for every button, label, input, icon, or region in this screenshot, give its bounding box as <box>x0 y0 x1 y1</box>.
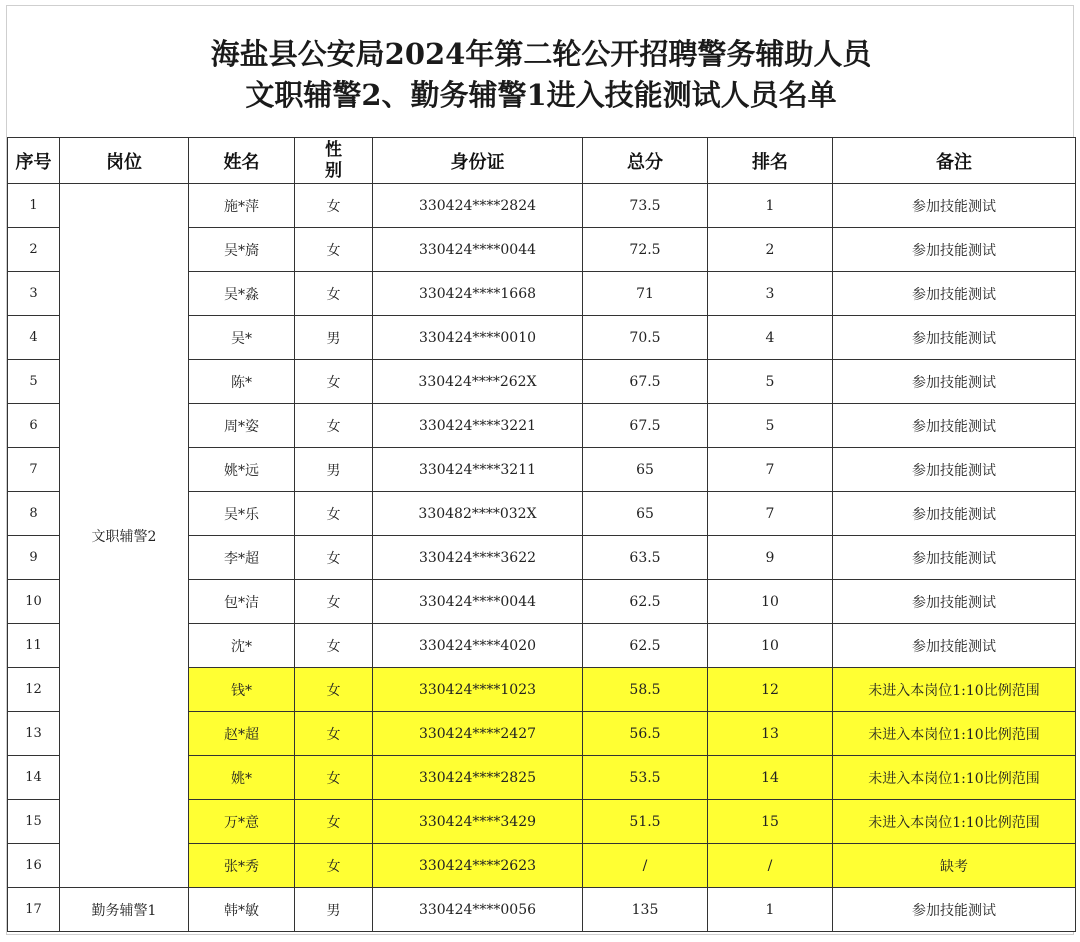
cell-rank: 7 <box>708 492 833 536</box>
cell-sex: 女 <box>295 360 373 404</box>
cell-rank: 4 <box>708 316 833 360</box>
cell-note: 参加技能测试 <box>833 316 1076 360</box>
title-line-2: 文职辅警2、勤务辅警1进入技能测试人员名单 <box>245 78 837 112</box>
cell-sex: 女 <box>295 492 373 536</box>
cell-name: 施*萍 <box>189 184 295 228</box>
cell-rank: / <box>708 844 833 888</box>
header-seq: 序号 <box>8 138 60 184</box>
cell-rank: 10 <box>708 624 833 668</box>
cell-id: 330424****3429 <box>373 800 583 844</box>
cell-id: 330424****2825 <box>373 756 583 800</box>
header-sex-line-2: 别 <box>325 160 342 181</box>
header-name: 姓名 <box>189 138 295 184</box>
cell-id: 330424****262X <box>373 360 583 404</box>
cell-seq: 7 <box>8 448 60 492</box>
cell-sex: 女 <box>295 228 373 272</box>
cell-note: 未进入本岗位1:10比例范围 <box>833 800 1076 844</box>
cell-id: 330424****0044 <box>373 580 583 624</box>
cell-sex: 女 <box>295 800 373 844</box>
cell-id: 330424****2623 <box>373 844 583 888</box>
cell-sex: 女 <box>295 404 373 448</box>
cell-sex: 女 <box>295 580 373 624</box>
cell-note: 未进入本岗位1:10比例范围 <box>833 756 1076 800</box>
cell-note: 参加技能测试 <box>833 888 1076 932</box>
document-title <box>7 6 1075 136</box>
cell-id: 330424****1023 <box>373 668 583 712</box>
cell-score: 62.5 <box>583 580 708 624</box>
cell-rank: 1 <box>708 184 833 228</box>
cell-note: 参加技能测试 <box>833 448 1076 492</box>
cell-name: 吴*旖 <box>189 228 295 272</box>
cell-id: 330424****3221 <box>373 404 583 448</box>
cell-name: 姚* <box>189 756 295 800</box>
cell-score: 70.5 <box>583 316 708 360</box>
table-row <box>8 888 1076 932</box>
cell-note: 未进入本岗位1:10比例范围 <box>833 712 1076 756</box>
cell-rank: 12 <box>708 668 833 712</box>
cell-id: 330424****1668 <box>373 272 583 316</box>
cell-id: 330424****2427 <box>373 712 583 756</box>
cell-name: 李*超 <box>189 536 295 580</box>
cell-id: 330424****4020 <box>373 624 583 668</box>
title-line-1: 海盐县公安局2024年第二轮公开招聘警务辅助人员 <box>210 37 872 71</box>
cell-name: 姚*远 <box>189 448 295 492</box>
cell-score: 56.5 <box>583 712 708 756</box>
cell-score: / <box>583 844 708 888</box>
cell-seq: 2 <box>8 228 60 272</box>
cell-rank: 14 <box>708 756 833 800</box>
cell-post: 勤务辅警1 <box>60 888 189 932</box>
header-sex-line-1: 性 <box>325 139 342 160</box>
cell-score: 65 <box>583 448 708 492</box>
cell-name: 包*洁 <box>189 580 295 624</box>
candidate-table <box>7 137 1076 932</box>
document-sheet <box>6 5 1074 935</box>
cell-note: 参加技能测试 <box>833 404 1076 448</box>
cell-seq: 12 <box>8 668 60 712</box>
header-post: 岗位 <box>60 138 189 184</box>
cell-score: 58.5 <box>583 668 708 712</box>
cell-name: 吴*乐 <box>189 492 295 536</box>
cell-seq: 10 <box>8 580 60 624</box>
cell-seq: 5 <box>8 360 60 404</box>
cell-seq: 14 <box>8 756 60 800</box>
cell-score: 63.5 <box>583 536 708 580</box>
header-note: 备注 <box>833 138 1076 184</box>
cell-score: 65 <box>583 492 708 536</box>
cell-seq: 15 <box>8 800 60 844</box>
cell-rank: 13 <box>708 712 833 756</box>
cell-name: 吴*淼 <box>189 272 295 316</box>
cell-id: 330424****0044 <box>373 228 583 272</box>
header-row <box>8 138 1076 184</box>
cell-id: 330482****032X <box>373 492 583 536</box>
cell-rank: 10 <box>708 580 833 624</box>
cell-note: 未进入本岗位1:10比例范围 <box>833 668 1076 712</box>
cell-seq: 16 <box>8 844 60 888</box>
cell-seq: 3 <box>8 272 60 316</box>
cell-name: 张*秀 <box>189 844 295 888</box>
cell-score: 73.5 <box>583 184 708 228</box>
cell-seq: 1 <box>8 184 60 228</box>
cell-score: 53.5 <box>583 756 708 800</box>
cell-name: 吴* <box>189 316 295 360</box>
cell-sex: 男 <box>295 448 373 492</box>
header-sex <box>295 138 373 184</box>
cell-name: 钱* <box>189 668 295 712</box>
cell-score: 135 <box>583 888 708 932</box>
cell-id: 330424****0010 <box>373 316 583 360</box>
cell-id: 330424****3622 <box>373 536 583 580</box>
cell-rank: 5 <box>708 404 833 448</box>
cell-note: 参加技能测试 <box>833 360 1076 404</box>
cell-rank: 2 <box>708 228 833 272</box>
header-rank: 排名 <box>708 138 833 184</box>
cell-sex: 男 <box>295 888 373 932</box>
cell-note: 参加技能测试 <box>833 624 1076 668</box>
cell-sex: 女 <box>295 712 373 756</box>
cell-score: 67.5 <box>583 404 708 448</box>
cell-seq: 8 <box>8 492 60 536</box>
cell-rank: 7 <box>708 448 833 492</box>
cell-score: 71 <box>583 272 708 316</box>
cell-sex: 女 <box>295 844 373 888</box>
cell-rank: 1 <box>708 888 833 932</box>
cell-rank: 15 <box>708 800 833 844</box>
cell-seq: 9 <box>8 536 60 580</box>
cell-note: 缺考 <box>833 844 1076 888</box>
cell-name: 赵*超 <box>189 712 295 756</box>
cell-rank: 5 <box>708 360 833 404</box>
cell-name: 陈* <box>189 360 295 404</box>
cell-sex: 女 <box>295 184 373 228</box>
cell-seq: 4 <box>8 316 60 360</box>
cell-note: 参加技能测试 <box>833 228 1076 272</box>
cell-sex: 女 <box>295 536 373 580</box>
table-body <box>8 184 1076 932</box>
table-row <box>8 184 1076 228</box>
cell-id: 330424****3211 <box>373 448 583 492</box>
cell-id: 330424****2824 <box>373 184 583 228</box>
cell-sex: 男 <box>295 316 373 360</box>
cell-rank: 9 <box>708 536 833 580</box>
cell-score: 67.5 <box>583 360 708 404</box>
cell-name: 周*姿 <box>189 404 295 448</box>
cell-rank: 3 <box>708 272 833 316</box>
cell-post: 文职辅警2 <box>60 184 189 888</box>
cell-seq: 11 <box>8 624 60 668</box>
cell-note: 参加技能测试 <box>833 536 1076 580</box>
header-score: 总分 <box>583 138 708 184</box>
cell-score: 62.5 <box>583 624 708 668</box>
cell-note: 参加技能测试 <box>833 272 1076 316</box>
cell-note: 参加技能测试 <box>833 580 1076 624</box>
cell-name: 韩*敏 <box>189 888 295 932</box>
cell-sex: 女 <box>295 624 373 668</box>
cell-name: 万*意 <box>189 800 295 844</box>
cell-seq: 6 <box>8 404 60 448</box>
cell-note: 参加技能测试 <box>833 184 1076 228</box>
cell-score: 51.5 <box>583 800 708 844</box>
header-id: 身份证 <box>373 138 583 184</box>
cell-note: 参加技能测试 <box>833 492 1076 536</box>
cell-seq: 17 <box>8 888 60 932</box>
cell-sex: 女 <box>295 668 373 712</box>
cell-id: 330424****0056 <box>373 888 583 932</box>
cell-sex: 女 <box>295 756 373 800</box>
cell-sex: 女 <box>295 272 373 316</box>
cell-name: 沈* <box>189 624 295 668</box>
cell-score: 72.5 <box>583 228 708 272</box>
cell-seq: 13 <box>8 712 60 756</box>
